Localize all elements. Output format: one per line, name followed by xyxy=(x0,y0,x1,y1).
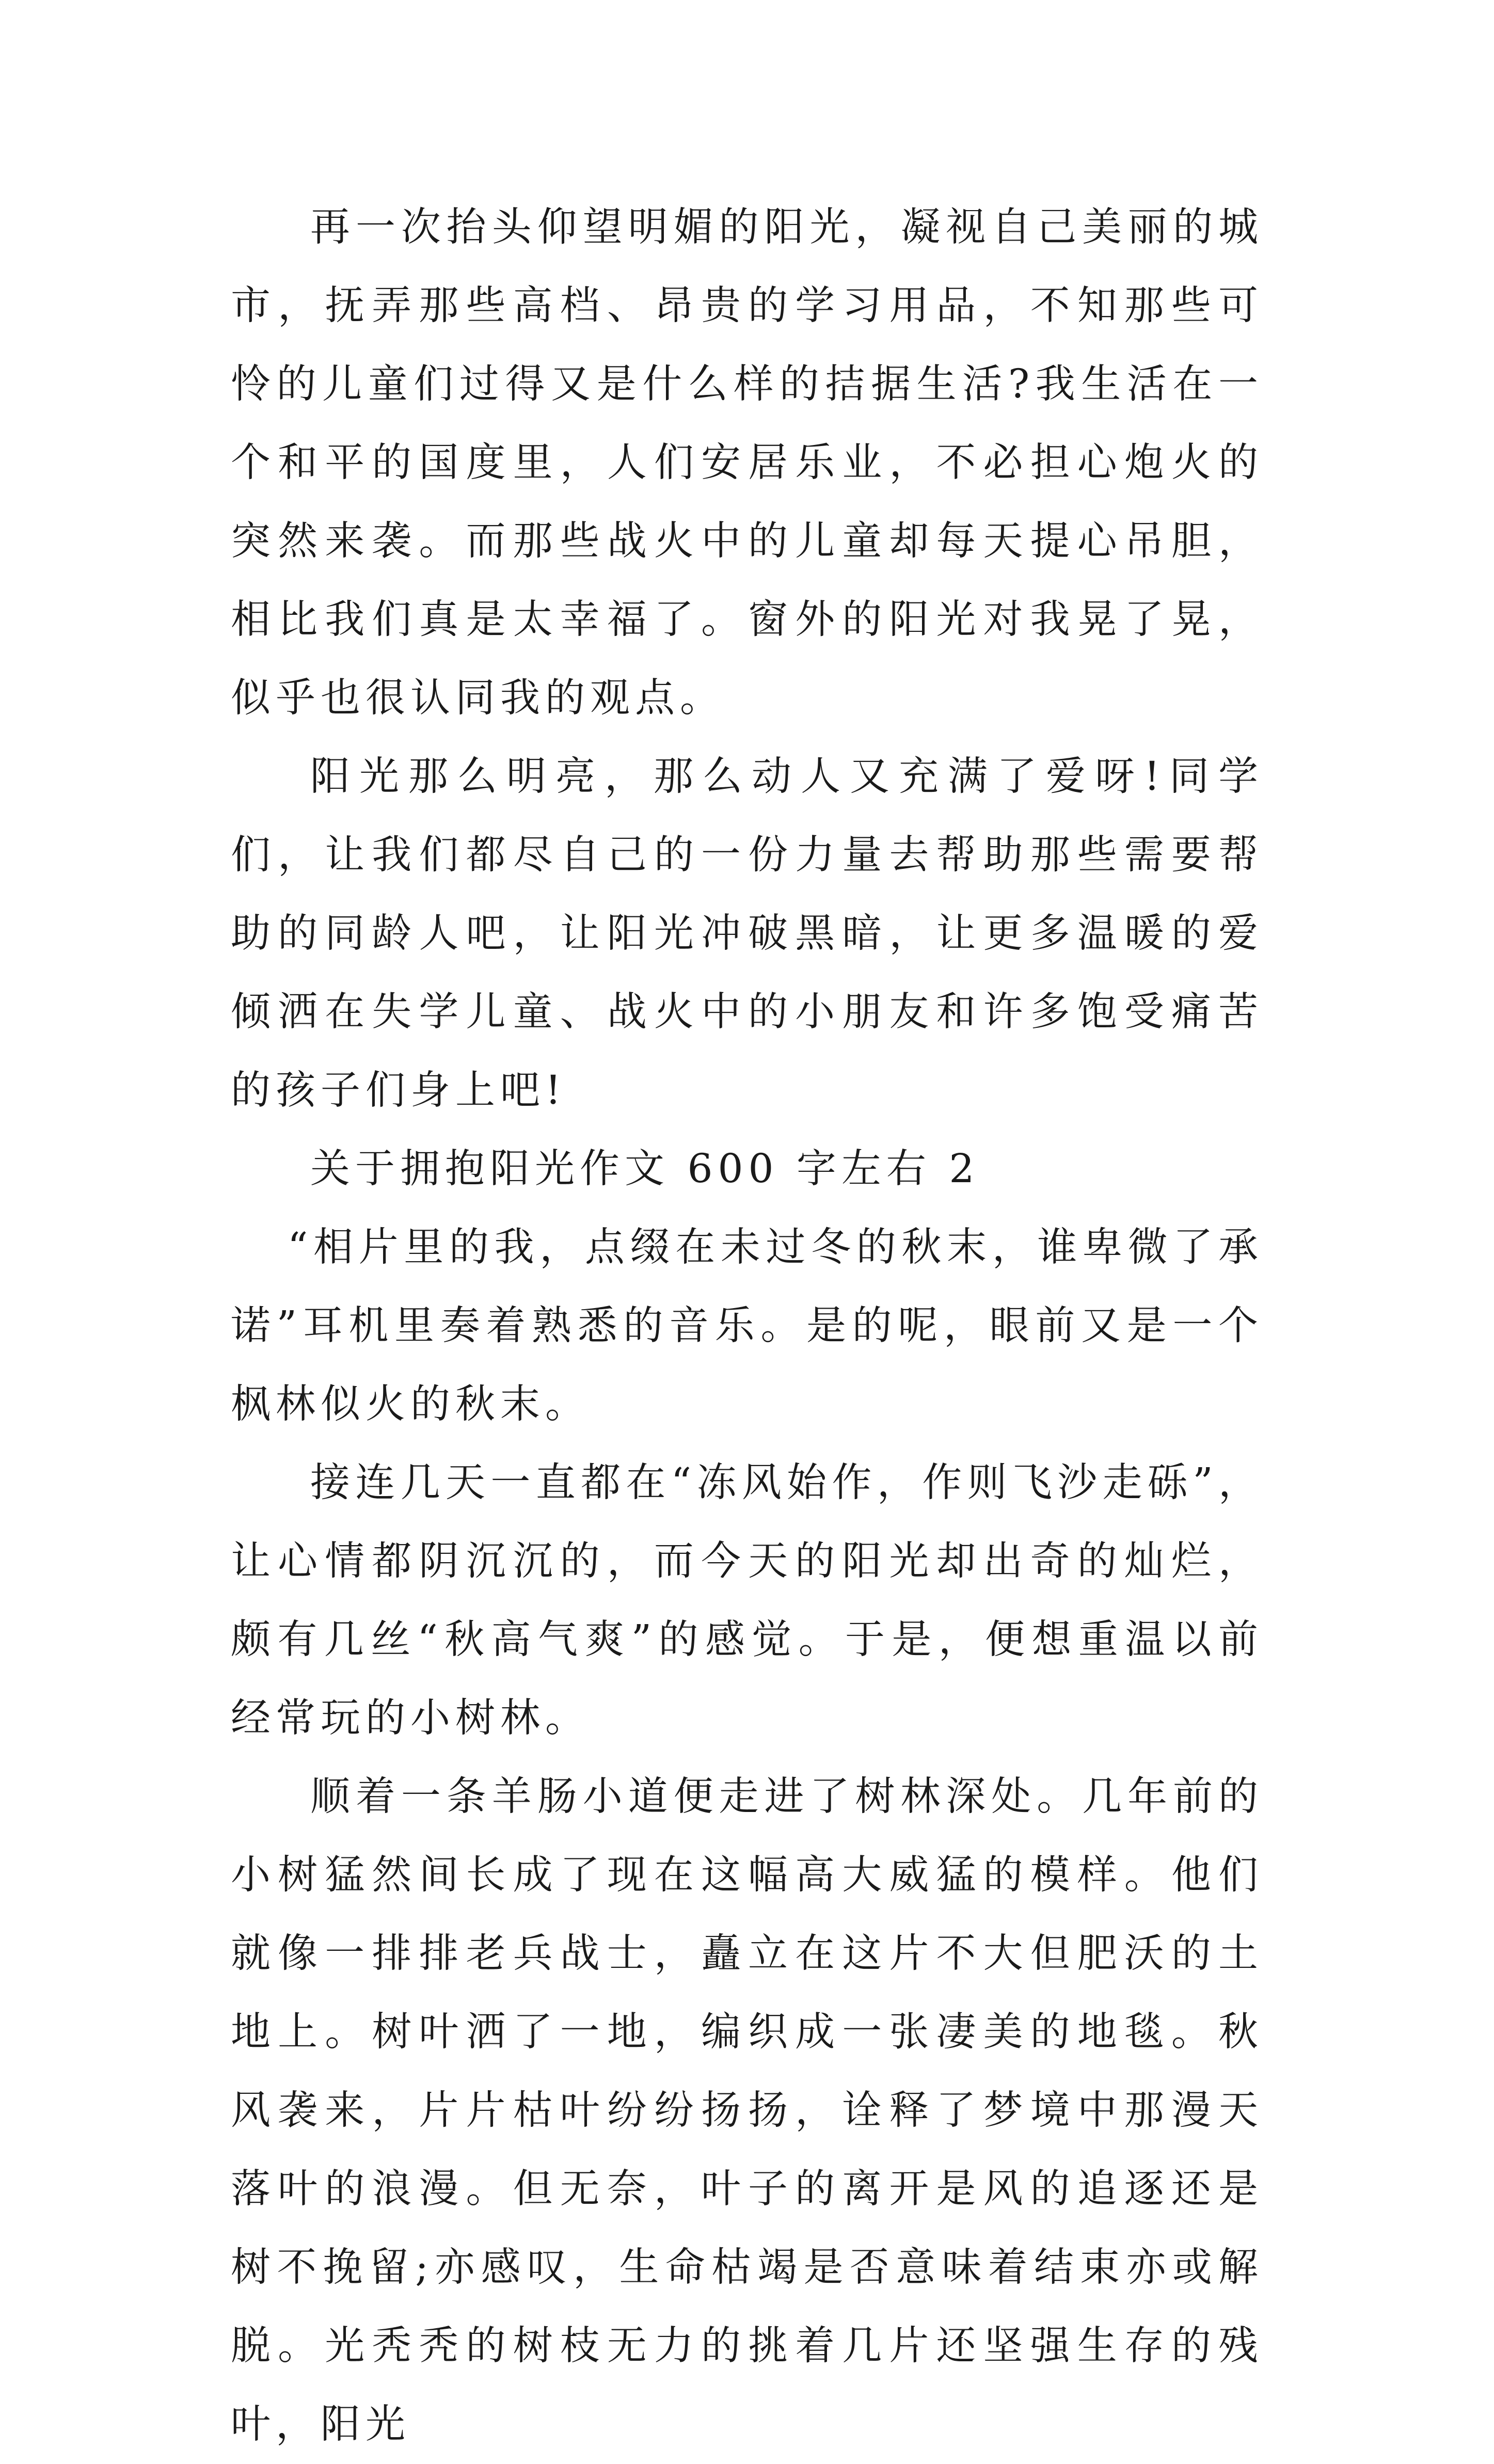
paragraph-4: 接连几天一直都在“冻风始作，作则飞沙走砾”，让心情都阴沉沉的，而今天的阳光却出奇的灿烂，颇有几丝“秋高气爽”的感觉。于是，便想重温以前经常玩的小树林。 xyxy=(231,1460,1263,1741)
paragraph-1: 再一次抬头仰望明媚的阳光，凝视自己美丽的城市，抚弄那些高档、昂贵的学习用品，不知那些可怜的儿童们过得又是什么样的拮据生活?我生活在一个和平的国度里，人们安居乐业，不必担心炮火的突然来袭。而那些战火中的儿童却每天提心吊胆，相比我们真是太幸福了。窗外的阳光对我晃了晃，似乎也很认同我的观点。 xyxy=(231,204,1263,721)
document-body xyxy=(231,188,1263,2464)
paragraph-3: “相片里的我，点缀在未过冬的秋末，谁卑微了承诺”耳机里奏着熟悉的音乐。是的呢，眼前又是一个枫林似火的秋末。 xyxy=(231,1225,1263,1427)
paragraph-5: 顺着一条羊肠小道便走进了树林深处。几年前的小树猛然间长成了现在这幅高大威猛的模样。他们就像一排排老兵战士，矗立在这片不大但肥沃的土地上。树叶洒了一地，编织成一张凄美的地毯。秋风袭来，片片枯叶纷纷扬扬，诠释了梦境中那漫天落叶的浪漫。但无奈，叶子的离开是风的追逐还是树不挽留;亦感叹，生命枯竭是否意味着结束亦或解脱。光秃秃的树枝无力的挑着几片还坚强生存的残叶，阳光 xyxy=(231,1774,1263,2447)
section-heading: 关于拥抱阳光作文 600 字左右 2 xyxy=(310,1146,980,1192)
paragraph-2: 阳光那么明亮，那么动人又充满了爱呀!同学们，让我们都尽自己的一份力量去帮助那些需要帮助的同龄人吧，让阳光冲破黑暗，让更多温暖的爱倾洒在失学儿童、战火中的小朋友和许多饱受痛苦的孩子们身上吧! xyxy=(231,754,1263,1114)
